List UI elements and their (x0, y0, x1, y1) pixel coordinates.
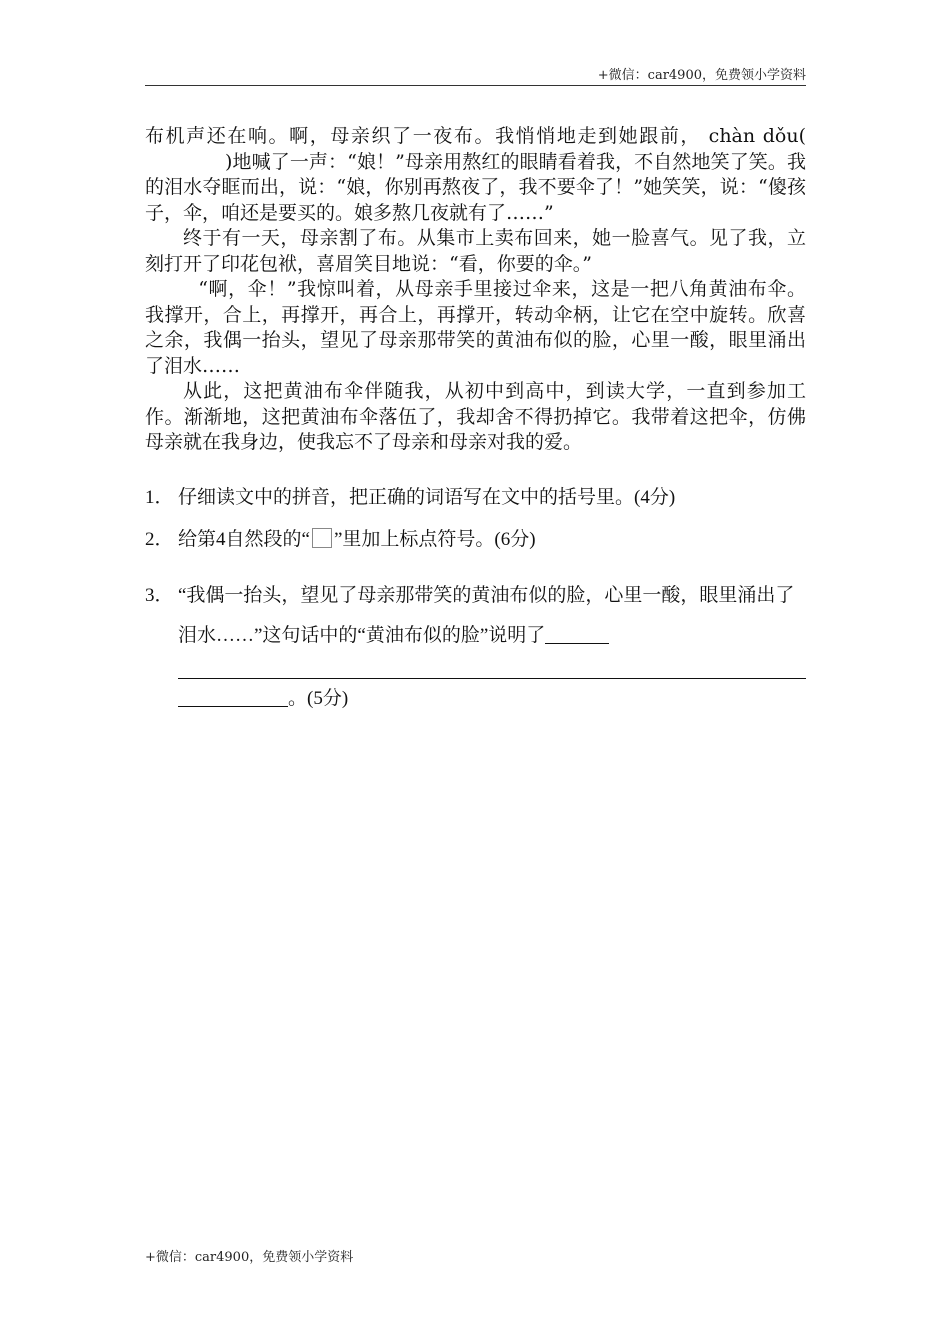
page-footer: +微信：car4900，免费领小学资料 (145, 1250, 354, 1265)
reading-passage (145, 124, 806, 456)
paragraph-2: 终于有一天，母亲割了布。从集市上卖布回来，她一脸喜气。见了我，立刻打开了印花包袱，喜眉笑目地说：“看，你要的伞。” (145, 227, 806, 275)
question-list (145, 482, 806, 719)
question-text-a: “我偶一抬头，望见了母亲那带笑的黄油布似的脸，心里一酸，眼里涌出了泪水……”这句话中的“黄油布似的脸”说明了 (178, 585, 795, 646)
answer-line-3[interactable] (178, 685, 288, 707)
question-text-a: 给第4自然段的“ (178, 529, 310, 550)
paragraph-1-text-a: 布机声还在响。啊，母亲织了一夜布。我悄悄地走到她跟前， (145, 125, 702, 147)
question-number: 3． (145, 585, 174, 606)
paragraph-1 (145, 124, 806, 226)
question-2 (145, 524, 806, 556)
question-number: 2． (145, 529, 174, 550)
answer-line-2[interactable] (178, 656, 806, 679)
punctuation-box-icon (312, 528, 332, 548)
question-text-b: ”里加上标点符号。(6分) (333, 529, 536, 550)
question-3 (145, 576, 806, 719)
question-1 (145, 482, 806, 514)
paragraph-4: 从此，这把黄油布伞伴随我，从初中到高中，到读大学，一直到参加工作。渐渐地，这把黄油布伞落伍了，我却舍不得扔掉它。我带着这把伞，仿佛母亲就在我身边，使我忘不了母亲和母亲对我的爱。 (145, 380, 806, 453)
header-divider (145, 85, 806, 86)
pinyin-prompt: chàn dǒu( (708, 125, 806, 147)
question-text: 仔细读文中的拼音，把正确的词语写在文中的括号里。(4分) (178, 487, 676, 508)
question-number: 1． (145, 487, 174, 508)
question-text-b: 。(5分) (288, 688, 349, 709)
paragraph-3: “啊，伞！”我惊叫着，从母亲手里接过伞来，这是一把八角黄油布伞。我撑开，合上，再撑开，再合上，再撑开，转动伞柄，让它在空中旋转。欣喜之余，我偶一抬头，望见了母亲那带笑的黄油布似的脸，心里一酸，眼里涌出了泪水…… (145, 278, 806, 377)
page-header: +微信：car4900，免费领小学资料 (597, 68, 806, 83)
paragraph-1-text-b: )地喊了一声：“娘！”母亲用熬红的眼睛看着我，不自然地笑了笑。我的泪水夺眶而出，说：“娘，你别再熬夜了，我不要伞了！”她笑笑，说：“傻孩子，伞，咱还是要买的。娘多熬几夜就有了……” (145, 150, 806, 224)
answer-line-1[interactable] (545, 622, 609, 644)
